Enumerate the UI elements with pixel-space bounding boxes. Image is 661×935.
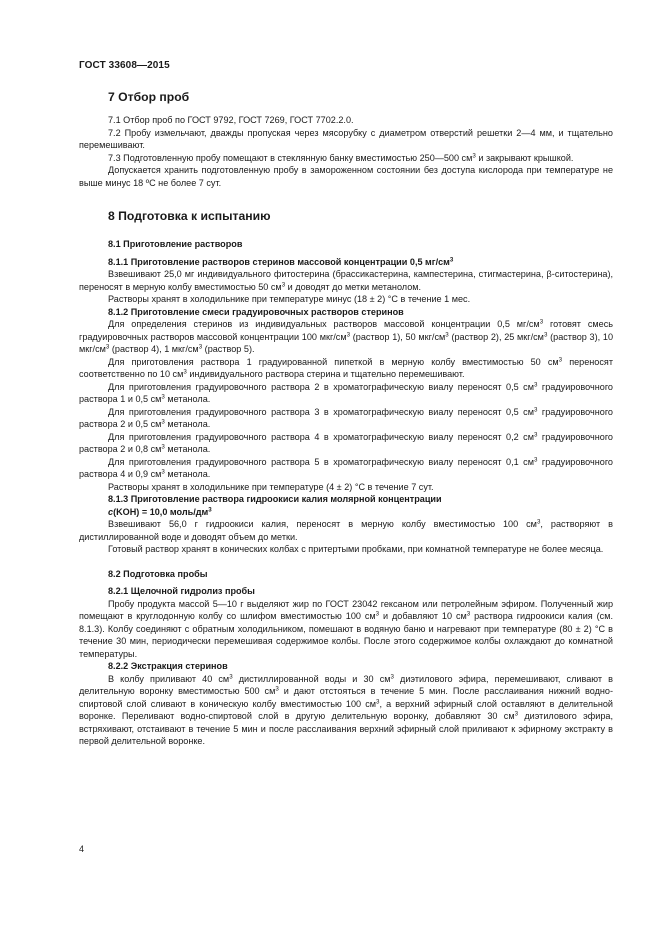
heading-8-1: 8.1 Приготовление растворов [108, 239, 243, 249]
standard-number-header: ГОСТ 33608—2015 [79, 60, 170, 71]
heading-8-1-3-formula: c(KOH) = 10,0 моль/$дм^3$ [108, 506, 212, 517]
heading-8-2-2: 8.2.2 Экстракция стеринов [108, 661, 228, 671]
section-7-heading: 7 Отбор проб [108, 90, 190, 104]
paragraph-8-1-3-b: Готовый раствор хранят в конических колбах с притертыми пробками, при комнатной температуре не более месяца. [108, 544, 604, 554]
heading-8-2: 8.2 Подготовка пробы [108, 568, 208, 579]
paragraph-8-1-2-f: Для приготовления градуировочного раствора 5 в хроматографическую виалу переносят 0,1 $см^3$ градуировочного раствора 4 и 0,9 $см^3$ метанола. [79, 456, 613, 479]
heading-8-2-1: 8.2.1 Щелочной гидролиз пробы [108, 586, 255, 596]
paragraph-8-2-2: В колбу приливают 40 $см^3$ дистиллированной воды и 30 $см^3$ диэтилового эфира, перемешивают, сливают в делительную воронку вместимостью 500 $см^3$ и дают отстояться в течение 5 мин. После расслаивания нижний водно-спиртовой слой сливают в коническую колбу вместимостью 100 $см^3$, а верхний эфирный слой оставляют в делительной воронке. Переливают водно-спиртовой слой в другую делительную воронку, добавляют 30 $см^3$ диэтилового эфира, встряхивают, отстаивают в течение 5 мин и после расслаивания верхний эфирный слой приливают к эфирному экстракту в первой делительной воронке. [79, 673, 613, 746]
paragraph-7-storage: Допускается хранить подготовленную пробу в замороженном состоянии без доступа кислорода при температуре не выше минус 18 ºC не более 7 сут. [79, 165, 613, 188]
paragraph-8-2-1: Пробу продукта массой 5—10 г выделяют жир по ГОСТ 23042 гексаном или петролейным эфиром. Полученный жир помещают в круглодонную колбу со шлифом вместимостью 100 $см^3$ и добавляют 10 $см^3$ раствора гидроокиси калия (см. 8.1.3). Колбу соединяют с обратным холодильником, помешают в водяную баню и нагревают при температуре (80 ± 2) °С в течение 30 мин, периодически перемешивая содержимое колбы. После этого содержимое колбы охлаждают до комнатной температуры. [79, 598, 613, 659]
paragraph-8-1-1-a: Взвешивают 25,0 мг индивидуального фитостерина (брассикастерина, кампестерина, стигмастерина, β-ситостерина), переносят в мерную колбу вместимостью 50 $см^3$ и доводят до метки метанолом. [79, 269, 613, 292]
heading-8-1-2: 8.1.2 Приготовление смеси градуировочных растворов стеринов [108, 306, 404, 317]
paragraph-8-1-2-b: Для приготовления раствора 1 градуированной пипеткой в мерную колбу вместимостью 50 $см^3$ переносят соответственно по 10 $см^3$ индивидуального раствора стерина и тщательно перемешивают. [79, 356, 614, 379]
paragraph-8-1-2-e: Для приготовления градуировочного раствора 4 в хроматографическую виалу переносят 0,2 $см^3$ градуировочного раствора 2 и 0,8 $см^3$ метанола. [79, 431, 613, 454]
paragraph-7-1: 7.1 Отбор проб по ГОСТ 9792, ГОСТ 7269, ГОСТ 7702.2.0. [108, 115, 354, 125]
heading-8-1-1: 8.1.1 Приготовление растворов стеринов массовой концентрации 0,5 $мг/см^3$ [108, 256, 454, 267]
paragraph-8-1-2-a: Для определения стеринов из индивидуальных растворов массовой концентрации 0,5 $мг/см^3$ готовят смесь градуировочных растворов массовой концентрации 100 мкг/$см^3$ (раствор 1), 50 мкг/$см^3$ (раствор 2), 25 мкг/$см^3$ (раствор 3), 10 мкг/$см^3$ (раствор 4), 1 мкг/$см^3$ (раствор 5). [79, 318, 614, 354]
paragraph-7-3: 7.3 Подготовленную пробу помещают в стеклянную банку вместимостью 250—500 $см^3$ и закрывают крышкой. [108, 152, 574, 163]
paragraph-7-2: 7.2 Пробу измельчают, дважды пропуская через мясорубку с диаметром отверстий решетки 2—4 мм, и тщательно перемешивают. [79, 127, 613, 150]
heading-8-1-3: 8.1.3 Приготовление раствора гидроокиси калия молярной концентрации [108, 494, 442, 504]
paragraph-8-1-1-b: Растворы хранят в холодильнике при температуре минус (18 ± 2) °С в течение 1 мес. [108, 294, 471, 304]
paragraph-8-1-2-g: Растворы хранят в холодильнике при температуре (4 ± 2) °С в течение 7 сут. [108, 481, 434, 492]
section-8-heading: 8 Подготовка к испытанию [108, 209, 271, 223]
paragraph-8-1-3-a: Взвешивают 56,0 г гидроокиси калия, переносят в мерную колбу вместимостью 100 $см^3$, растворяют в дистиллированной воде и доводят объем до метки. [79, 518, 613, 542]
page-content [79, 90, 613, 748]
paragraph-8-1-2-c: Для приготовления градуировочного раствора 2 в хроматографическую виалу переносят 0,5 $см^3$ градуировочного раствора 1 и 0,5 $см^3$ метанола. [79, 381, 613, 404]
paragraph-8-1-2-d: Для приготовления градуировочного раствора 3 в хроматографическую виалу переносят 0,5 $см^3$ градуировочного раствора 2 и 0,5 $см^3$ метанола. [79, 406, 613, 429]
page-number: 4 [79, 844, 85, 854]
